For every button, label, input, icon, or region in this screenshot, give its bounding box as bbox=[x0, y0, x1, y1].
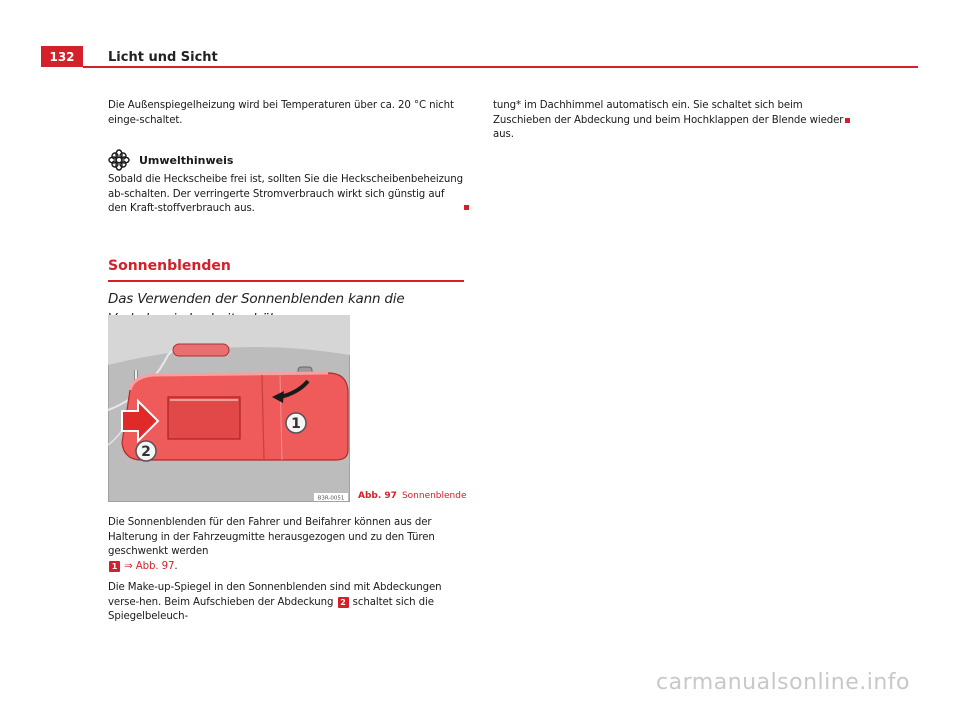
flower-icon bbox=[108, 149, 130, 171]
end-mark bbox=[464, 205, 469, 210]
visor-swing-text: Die Sonnenblenden für den Fahrer und Beifahrer können aus der Halterung in der Fahrzeugmitte herausgezogen und zu den Türen geschwenkt werden bbox=[108, 517, 435, 557]
figure-reference-link[interactable]: ⇒ Abb. 97 bbox=[124, 560, 175, 572]
figure-sun-visor bbox=[108, 315, 350, 502]
paragraph-mirror-light: tung* im Dachhimmel automatisch ein. Sie schaltet sich beim Zuschieben der Abdeckung und beim Hochklappen der Blende wieder aus. bbox=[493, 100, 844, 140]
section-title: Sonnenblenden bbox=[108, 257, 231, 274]
section-intro: Das Verwenden der Sonnenblenden kann die bbox=[108, 290, 405, 307]
figure-caption-text: Sonnenblende bbox=[401, 491, 467, 501]
sun-visor-illustration bbox=[108, 315, 350, 502]
environment-note-title: Umwelthinweis bbox=[139, 153, 234, 167]
paragraph-visor-swing bbox=[108, 516, 464, 574]
left-column bbox=[108, 99, 464, 329]
paragraph-mirror-cover bbox=[108, 581, 464, 625]
callout-1: 1 bbox=[109, 561, 120, 572]
environment-note-heading bbox=[108, 149, 464, 171]
watermark: carmanualsonline.info bbox=[656, 670, 910, 695]
environment-note-text: Sobald die Heckscheibe frei ist, sollten Sie die Heckscheibenbeheizung ab-schalten. Der verringerte Stromverbrauch wirkt sich günstig auf den Kraft-stoffverbrauch aus. bbox=[108, 174, 463, 214]
figure-caption bbox=[358, 491, 467, 501]
callout-2: 2 bbox=[338, 597, 349, 608]
mirror-cover-text-end: schaltet sich die Spiegelbeleuch- bbox=[108, 596, 434, 622]
right-column bbox=[493, 99, 853, 143]
figure-code: B3R-0051 bbox=[317, 495, 345, 502]
header-rule bbox=[83, 66, 918, 68]
section-rule bbox=[108, 280, 464, 282]
visor-description bbox=[108, 516, 464, 625]
figure-caption-number: Abb. 97 bbox=[358, 491, 397, 501]
visor-swing-end: . bbox=[174, 560, 178, 572]
figure-label-2: 2 bbox=[141, 444, 151, 460]
figure-label-1: 1 bbox=[291, 416, 301, 432]
mirror-cover-text: Die Make-up-Spiegel in den Sonnenblenden sind mit Abdeckungen verse-hen. Beim Aufschieben der Abdeckung bbox=[108, 582, 442, 608]
page-header-title: Licht und Sicht bbox=[108, 50, 218, 65]
end-mark bbox=[845, 118, 850, 123]
page-number: 132 bbox=[41, 46, 83, 67]
paragraph-mirror-heating: Die Außenspiegelheizung wird bei Temperaturen über ca. 20 °C nicht einge-schaltet. bbox=[108, 100, 454, 126]
